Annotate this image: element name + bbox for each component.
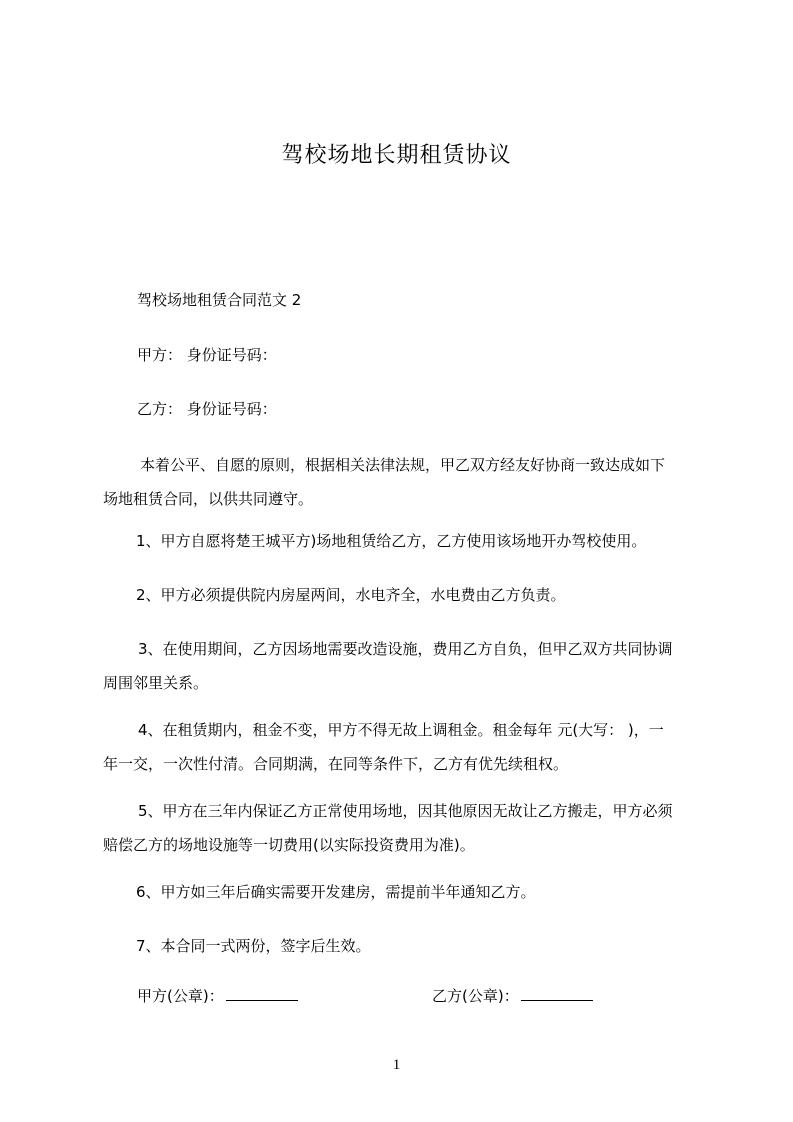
clause-1 [103, 524, 715, 558]
party-b-seal-label: 乙方(公章)： [432, 987, 519, 1005]
clause-2-line-1: 2、甲方必须提供院内房屋两间，水电齐全，水电费由乙方负责。 [136, 586, 566, 604]
clause-7 [103, 929, 715, 963]
clause-5-line-1: 5、甲方在三年内保证乙方正常使用场地，因其他原因无故让乙方搬走，甲方必须 [138, 802, 673, 820]
clause-4-line-1: 4、在租赁期内，租金不变，甲方不得无故上调租金。租金每年 元(大写： )，一 [138, 721, 664, 739]
intro-paragraph [103, 448, 715, 516]
party-a-seal-label: 甲方(公章)： [137, 987, 224, 1005]
clause-6 [103, 875, 715, 909]
intro-line-1: 本着公平、自愿的原则，根据相关法律法规，甲乙双方经友好协商一致达成如下 [140, 456, 666, 474]
document-title: 驾校场地长期租赁协议 [281, 143, 512, 168]
clause-2 [103, 578, 715, 612]
clause-3 [103, 632, 715, 700]
party-a-signature-blank [226, 985, 298, 1001]
clause-3-line-2: 周围邻里关系。 [103, 674, 209, 692]
party-a-id-line: 甲方： 身份证号码： [137, 346, 277, 364]
clause-1-line-1: 1、甲方自愿将楚王城平方)场地租赁给乙方，乙方使用该场地开办驾校使用。 [136, 532, 647, 550]
clause-4-line-2: 年一交，一次性付清。合同期满，在同等条件下，乙方有优先续租权。 [103, 755, 569, 773]
intro-line-2: 场地租赁合同，以供共同遵守。 [103, 490, 314, 508]
clause-7-line-1: 7、本合同一式两份，签字后生效。 [136, 937, 371, 955]
party-b-signature [432, 985, 593, 1006]
clause-6-line-1: 6、甲方如三年后确实需要开发建房，需提前半年通知乙方。 [136, 883, 536, 901]
party-b-id-line: 乙方： 身份证号码： [137, 400, 277, 418]
party-a-signature [137, 985, 298, 1006]
page-number: 1 [392, 1057, 401, 1073]
clause-5-line-2: 赔偿乙方的场地设施等一切费用(以实际投资费用为准)。 [103, 836, 475, 854]
clause-3-line-1: 3、在使用期间，乙方因场地需要改造设施，费用乙方自负，但甲乙双方共同协调 [138, 640, 673, 658]
clause-5 [103, 794, 715, 862]
party-b-signature-blank [521, 985, 593, 1001]
document-subtitle: 驾校场地租赁合同范文 2 [137, 291, 302, 309]
clause-4 [103, 713, 715, 781]
